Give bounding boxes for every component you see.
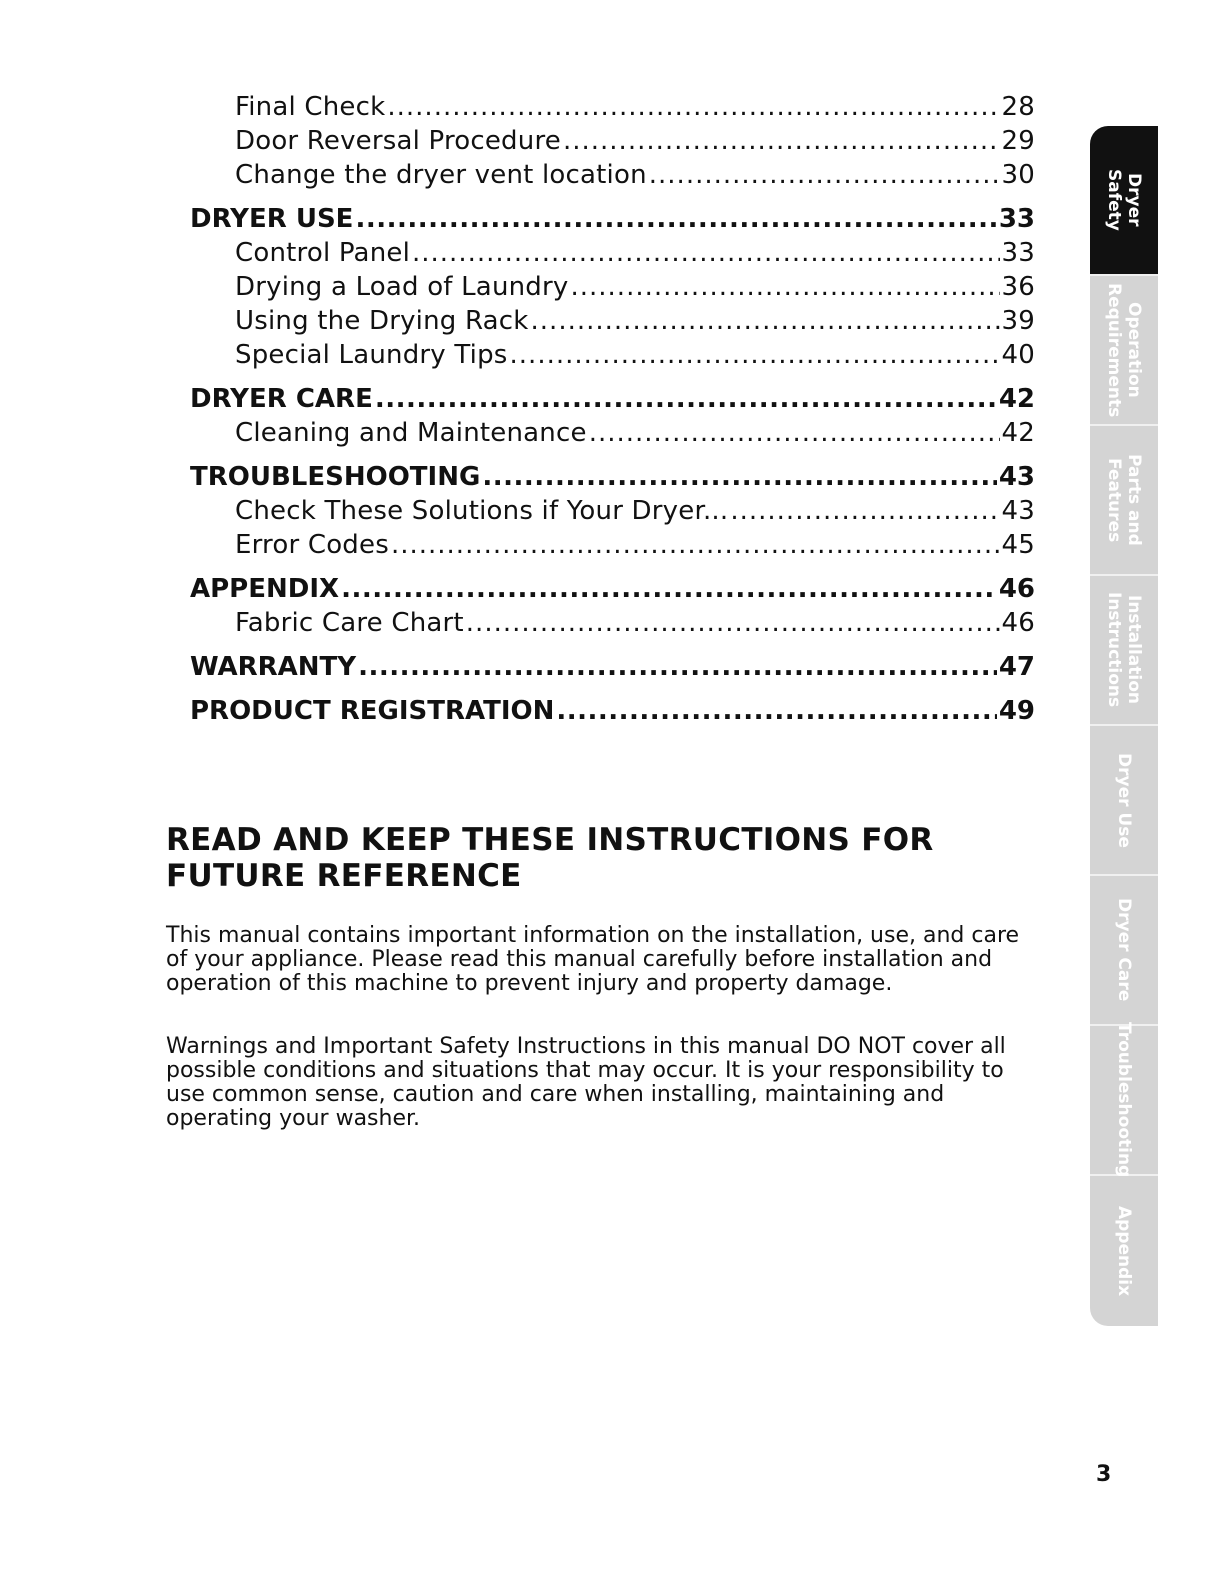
toc-entry-page: 46 (1001, 608, 1035, 638)
toc-entry-page: 40 (1001, 340, 1035, 370)
tab-label: Parts and Features (1104, 454, 1144, 546)
toc-section-label: TROUBLESHOOTING (190, 462, 481, 492)
toc-entry-page: 33 (1001, 238, 1035, 268)
tab-label: Appendix (1114, 1205, 1134, 1297)
toc-dot-leader (510, 338, 1000, 372)
toc-dot-leader (531, 304, 1000, 338)
toc-dot-leader (358, 650, 997, 684)
toc-entry[interactable] (190, 338, 1035, 372)
tab-label: Troubleshooting (1114, 1022, 1134, 1178)
toc-entry-label: Door Reversal Procedure (235, 126, 561, 156)
toc-entry-label: Special Laundry Tips (235, 340, 508, 370)
toc-section-page: 33 (998, 204, 1035, 234)
toc-section[interactable] (190, 572, 1035, 606)
toc-entry-label: Cleaning and Maintenance (235, 418, 587, 448)
toc-entry-label: Change the dryer vent location (235, 160, 647, 190)
tab-appendix[interactable] (1090, 1176, 1158, 1326)
toc-dot-leader (482, 460, 996, 494)
toc-section[interactable] (190, 694, 1035, 728)
toc-section-page: 47 (998, 652, 1035, 682)
toc-dot-leader (375, 382, 997, 416)
tab-label: Operation Requirements (1104, 282, 1144, 418)
toc-entry-label: Final Check (235, 92, 386, 122)
toc-section-page: 49 (998, 696, 1035, 726)
toc-dot-leader (563, 124, 1000, 158)
toc-dot-leader (355, 202, 996, 236)
toc-entry[interactable] (190, 494, 1035, 528)
toc-section[interactable] (190, 650, 1035, 684)
tab-dryer-care[interactable] (1090, 876, 1158, 1026)
section-heading: READ AND KEEP THESE INSTRUCTIONS FOR FUTURE REFERENCE (166, 822, 934, 894)
toc-section-page: 46 (998, 574, 1035, 604)
toc-entry[interactable] (190, 528, 1035, 562)
toc-entry-label: Control Panel (235, 238, 410, 268)
tab-parts-and-features[interactable] (1090, 426, 1158, 576)
toc-entry[interactable] (190, 304, 1035, 338)
tab-label: Dryer Safety (1104, 169, 1144, 231)
toc-section-label: APPENDIX (190, 574, 340, 604)
toc-dot-leader (730, 494, 999, 528)
toc-section-label: PRODUCT REGISTRATION (190, 696, 555, 726)
toc-section-label: WARRANTY (190, 652, 357, 682)
toc-entry-label: Using the Drying Rack (235, 306, 529, 336)
toc-dot-leader (412, 236, 1000, 270)
tab-dryer-safety[interactable] (1090, 126, 1158, 276)
warning-paragraph: Warnings and Important Safety Instructions in this manual DO NOT cover all possible conditions and situations that may occur. It is your responsibility to use common sense, caution and care when installing, maintaining and operating your washer. (166, 1034, 1006, 1131)
toc-dot-leader (391, 528, 1000, 562)
tab-installation-instructions[interactable] (1090, 576, 1158, 726)
toc-entry[interactable] (190, 90, 1035, 124)
toc-section-page: 43 (998, 462, 1035, 492)
toc-dot-leader (570, 270, 999, 304)
tab-label: Dryer Use (1114, 752, 1134, 848)
toc-section-label: DRYER CARE (190, 384, 373, 414)
toc-entry[interactable] (190, 124, 1035, 158)
section-tabs (1090, 126, 1158, 1326)
tab-label: Dryer Care (1114, 898, 1134, 1002)
toc-entry-label: Error Codes (235, 530, 389, 560)
toc-entry[interactable] (190, 270, 1035, 304)
toc-entry-page: 30 (1001, 160, 1035, 190)
toc-entry-label: Check These Solutions if Your Dryer... (235, 496, 729, 526)
tab-dryer-use[interactable] (1090, 726, 1158, 876)
tab-label: Installation Instructions (1104, 592, 1144, 708)
toc-entry-page: 42 (1001, 418, 1035, 448)
toc-entry-page: 43 (1001, 496, 1035, 526)
toc-entry-label: Fabric Care Chart (235, 608, 464, 638)
toc-entry[interactable] (190, 606, 1035, 640)
table-of-contents (190, 90, 1035, 728)
tab-troubleshooting[interactable] (1090, 1022, 1158, 1178)
toc-entry[interactable] (190, 236, 1035, 270)
toc-entry[interactable] (190, 158, 1035, 192)
toc-dot-leader (556, 694, 996, 728)
toc-entry-page: 39 (1001, 306, 1035, 336)
toc-entry-page: 29 (1001, 126, 1035, 156)
toc-section-label: DRYER USE (190, 204, 354, 234)
toc-entry-page: 45 (1001, 530, 1035, 560)
tab-operation-requirements[interactable] (1090, 276, 1158, 426)
toc-dot-leader (387, 90, 999, 124)
toc-entry-page: 28 (1001, 92, 1035, 122)
toc-entry-label: Drying a Load of Laundry (235, 272, 569, 302)
toc-section-page: 42 (998, 384, 1035, 414)
page-number: 3 (1096, 1462, 1112, 1487)
toc-dot-leader (466, 606, 1000, 640)
toc-section[interactable] (190, 202, 1035, 236)
toc-dot-leader (649, 158, 1000, 192)
toc-dot-leader (589, 416, 1000, 450)
toc-entry-page: 36 (1001, 272, 1035, 302)
toc-dot-leader (341, 572, 997, 606)
toc-section[interactable] (190, 460, 1035, 494)
toc-section[interactable] (190, 382, 1035, 416)
toc-entry[interactable] (190, 416, 1035, 450)
intro-paragraph: This manual contains important information on the installation, use, and care of your appliance. Please read this manual carefully before installation and operation of this machine to prevent injury and property damage. (166, 923, 1020, 996)
